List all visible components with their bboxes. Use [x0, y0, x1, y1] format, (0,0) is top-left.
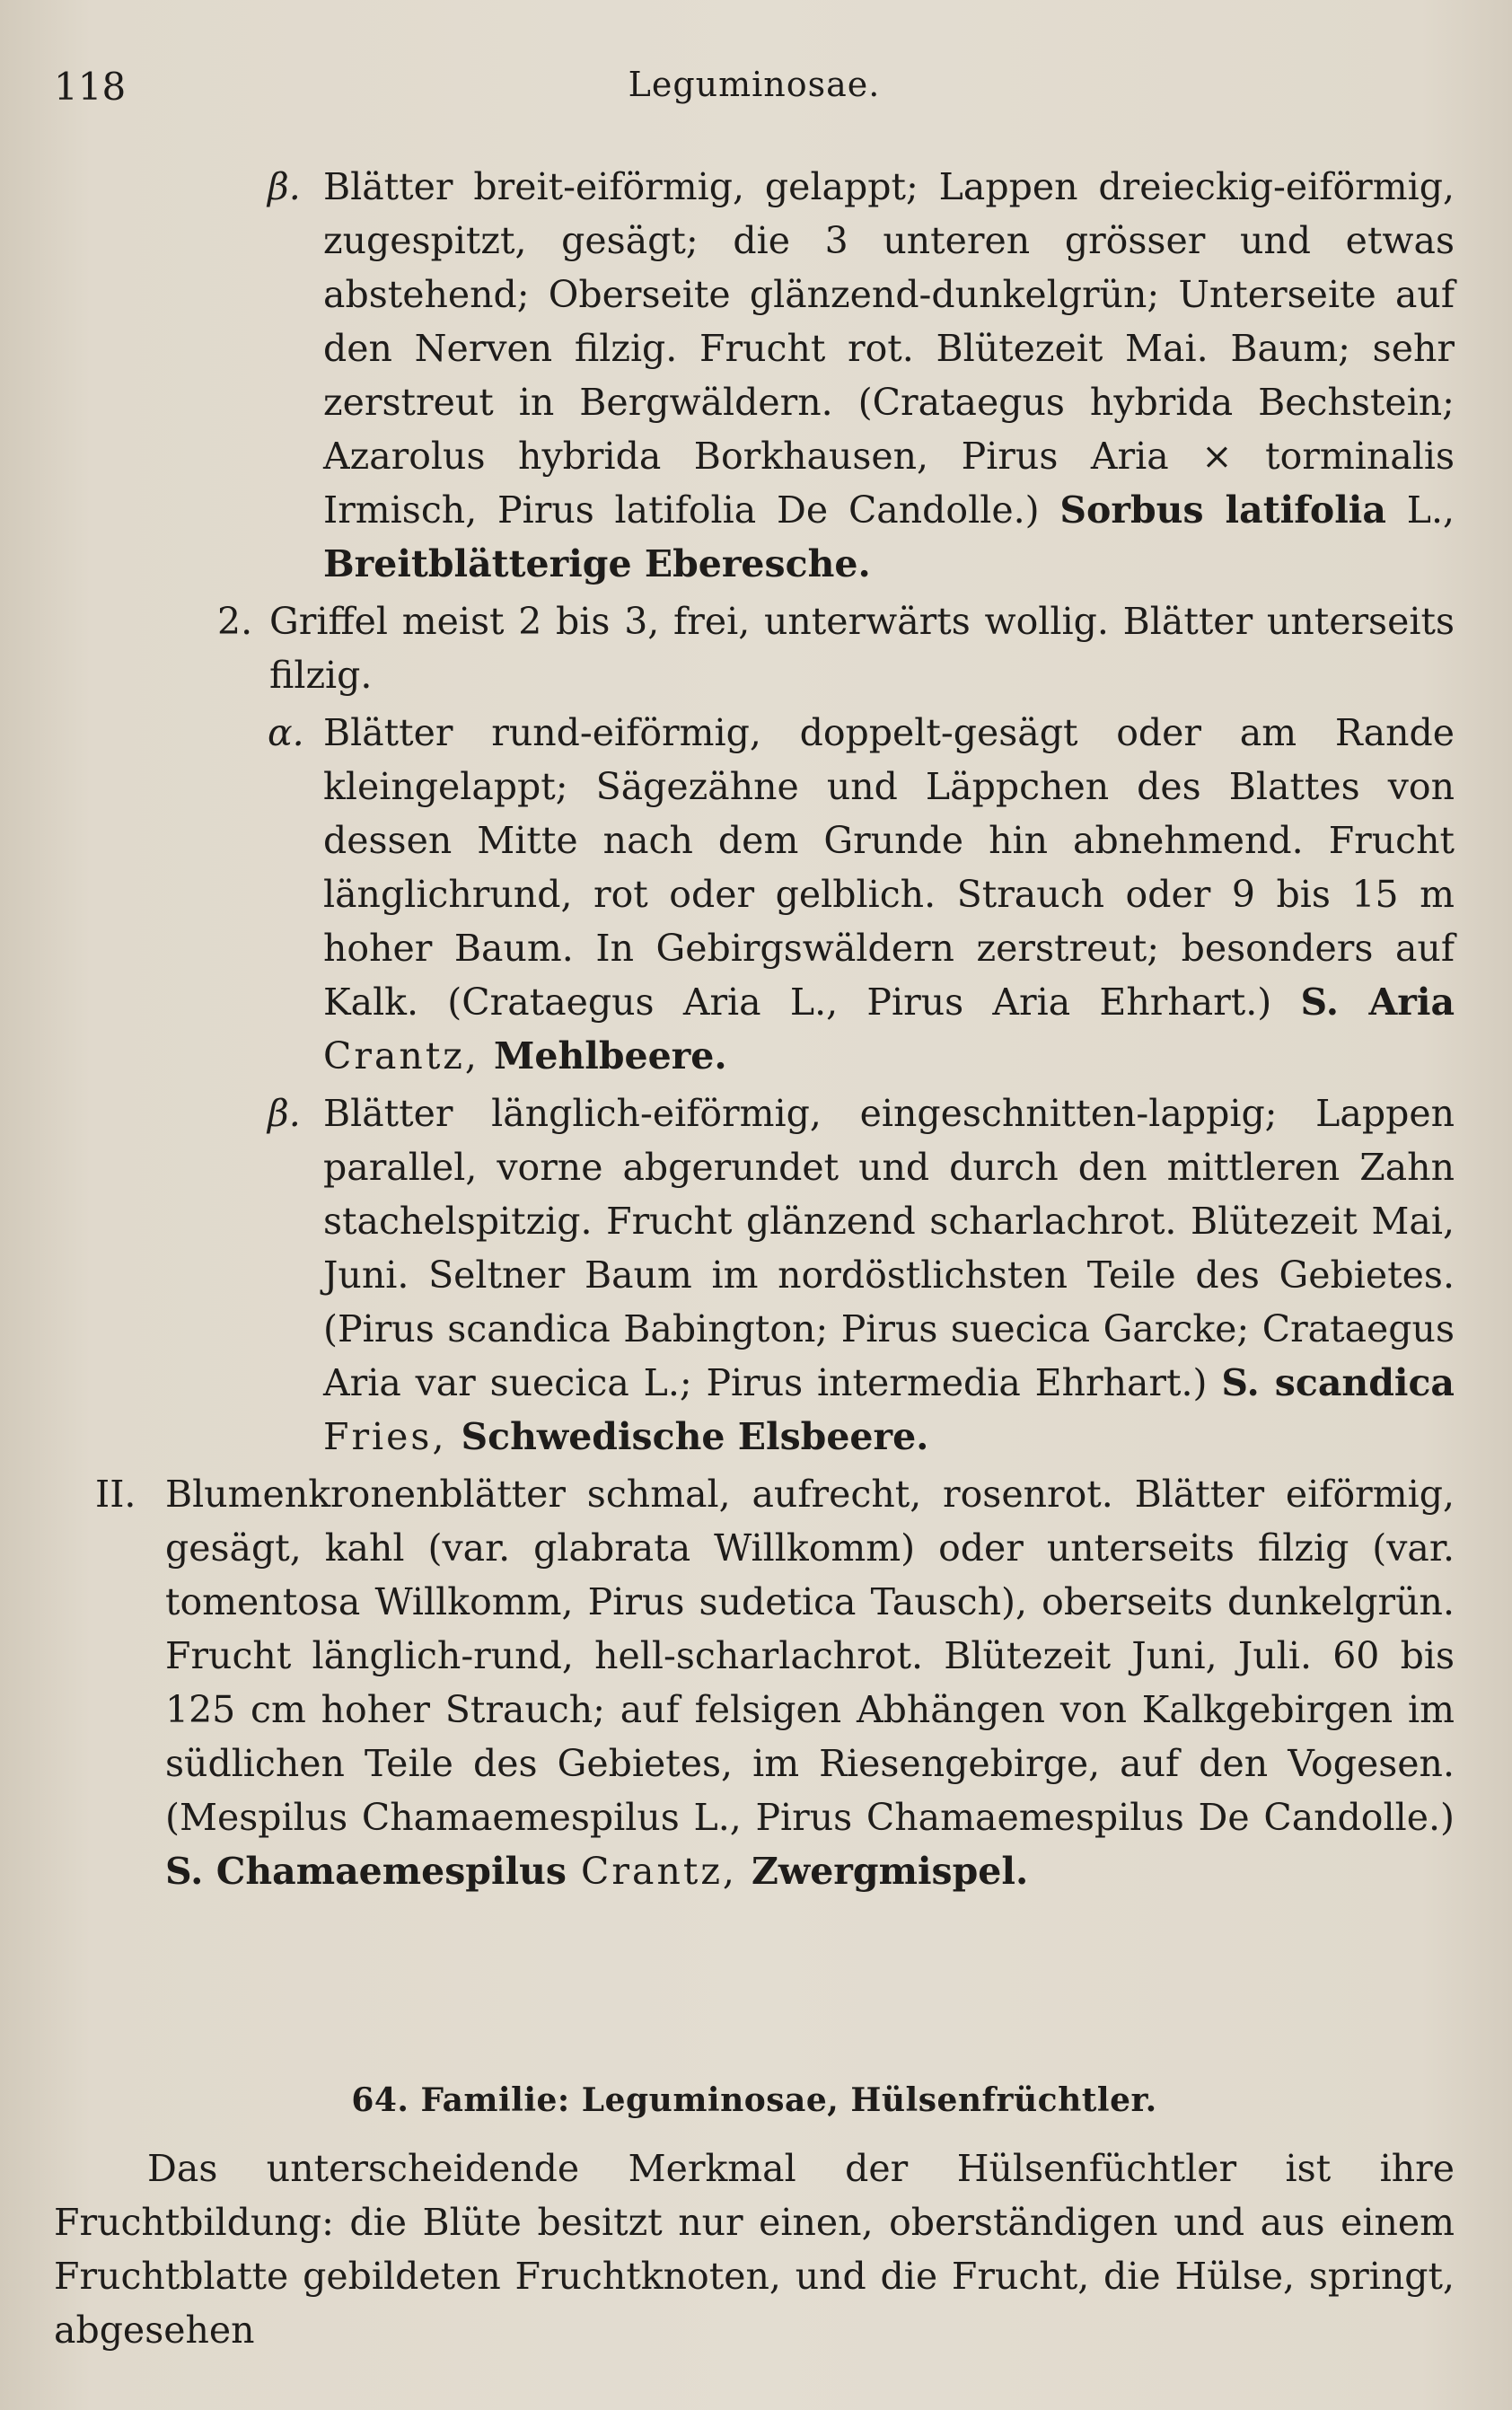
- species-author: Crantz,: [323, 1034, 494, 1077]
- entry-marker: β.: [268, 165, 301, 208]
- common-name: Mehlbeere.: [493, 1034, 727, 1077]
- entry-marker: II.: [95, 1473, 136, 1516]
- running-head: Leguminosae.: [628, 65, 881, 104]
- family-heading: 64. Familie: Leguminosae, Hülsenfrüchtler.: [351, 2081, 1157, 2119]
- key-entries: [54, 160, 1455, 1898]
- entry-description: Blätter länglich-eiförmig, eingeschnitten-lappig; Lappen parallel, vorne abgerundet und durch den mittleren Zahn stachelspitzig. Frucht glänzend scharlachrot. Blütezeit Mai, Juni. Seltner Baum im nordöstlichsten Teile des Gebietes. (Pirus scandica Babington; Pirus suecica Garcke; Crataegus Aria var suecica L.; Pirus intermedia Ehrhart.): [323, 1092, 1455, 1404]
- entry-description: Griffel meist 2 bis 3, frei, unterwärts wollig. Blätter unterseits filzig.: [269, 600, 1455, 697]
- entry-description: Blätter breit-eiförmig, gelappt; Lappen dreieckig-eiförmig, zugespitzt, gesägt; die 3 unteren grösser und etwas abstehend; Oberseite glänzend-dunkelgrün; Unterseite auf den Nerven filzig. Frucht rot. Blütezeit Mai. Baum; sehr zerstreut in Bergwäldern. (Crataegus hybrida Bechstein; Azarolus hybrida Borkhausen, Pirus Aria × torminalis Irmisch, Pirus latifolia De Candolle.): [323, 165, 1455, 532]
- species-name: Sorbus latifolia: [1059, 488, 1386, 532]
- species-name: S. scandica: [1221, 1361, 1455, 1404]
- species-author: Fries,: [323, 1415, 462, 1458]
- key-entry-II-chamaemespilus: [95, 1467, 1455, 1898]
- entry-marker: α.: [268, 711, 304, 754]
- entry-marker: 2.: [217, 600, 253, 643]
- family-intro-paragraph: Das unterscheidende Merkmal der Hülsenfüchtler ist ihre Fruchtbildung: die Blüte besitzt nur einen, oberständigen und aus einem Fruchtblatte gebildeten Fruchtknoten, und die Frucht, die Hülse, springt, abgesehen: [54, 2147, 1455, 2352]
- entry-marker: β.: [268, 1092, 301, 1135]
- key-entry-beta-scandica: [268, 1086, 1455, 1464]
- key-entry-beta-latifolia: [268, 160, 1455, 591]
- species-name: S. Chamaemespilus: [165, 1850, 567, 1893]
- common-name: Schwedische Elsbeere.: [461, 1415, 929, 1458]
- common-name: Breitblätterige Eberesche.: [323, 542, 871, 585]
- entry-description: Blumenkronenblätter schmal, aufrecht, rosenrot. Blätter eiförmig, gesägt, kahl (var. glabrata Willkomm) oder unterseits filzig (var. tomentosa Willkomm, Pirus sudetica Tausch), oberseits dunkelgrün. Frucht länglich-rund, hell-scharlachrot. Blütezeit Juni, Juli. 60 bis 125 cm hoher Strauch; auf felsigen Abhängen von Kalkgebirgen im südlichen Teile des Gebietes, im Riesengebirge, auf den Vogesen. (Mespilus Chamaemespilus L., Pirus Chamaemespilus De Candolle.): [165, 1473, 1455, 1839]
- species-author: Crantz,: [567, 1850, 752, 1893]
- page-number: 118: [54, 65, 127, 109]
- entry-description: Blätter rund-eiförmig, doppelt-gesägt oder am Rande kleingelappt; Sägezähne und Läppchen des Blattes von dessen Mitte nach dem Grunde hin abnehmend. Frucht länglichrund, rot oder gelblich. Strauch oder 9 bis 15 m hoher Baum. In Gebirgswäldern zerstreut; besonders auf Kalk. (Crataegus Aria L., Pirus Aria Ehrhart.): [323, 711, 1455, 1024]
- page-header: [54, 65, 1455, 119]
- key-entry-alpha-aria: [268, 706, 1455, 1083]
- species-author: L.,: [1385, 488, 1455, 532]
- key-entry-2: [217, 594, 1455, 702]
- species-name: S. Aria: [1300, 981, 1455, 1024]
- common-name: Zwergmispel.: [752, 1850, 1029, 1893]
